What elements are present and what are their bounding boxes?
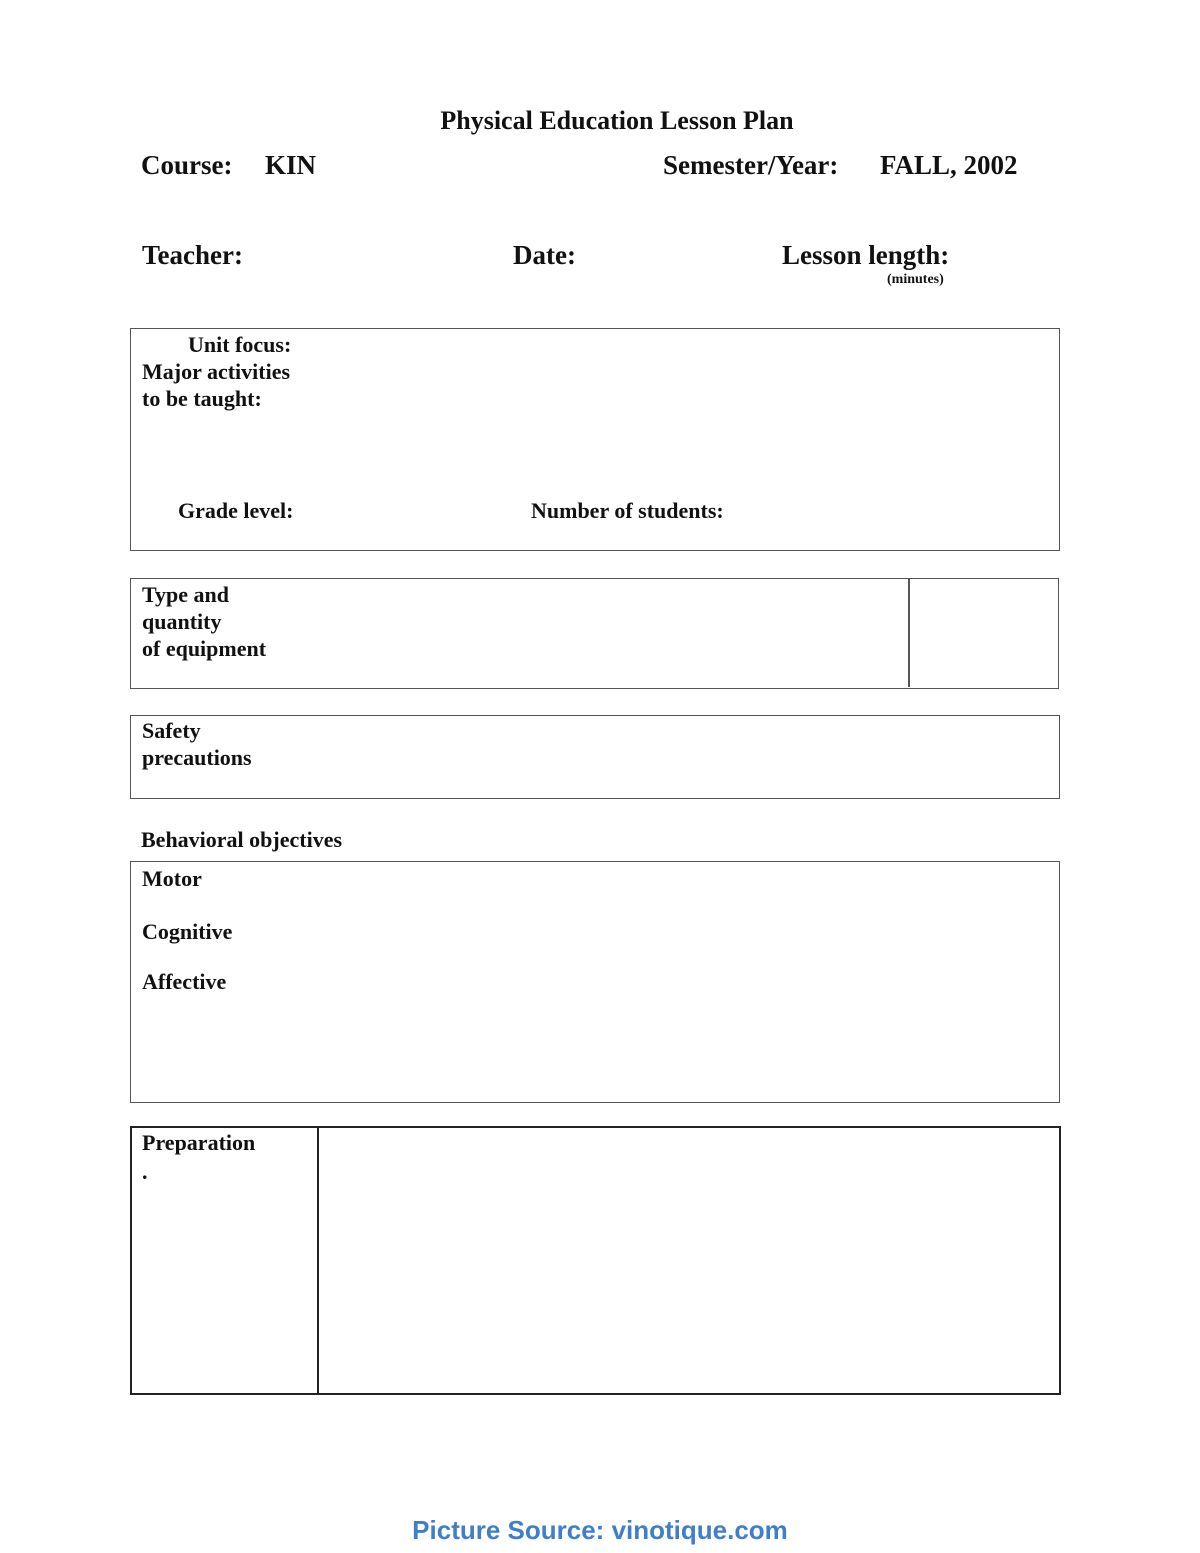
preparation-label: Preparation bbox=[142, 1130, 256, 1155]
major-activities-label-line1: Major activities bbox=[142, 359, 291, 384]
safety-label-line2: precautions bbox=[142, 745, 252, 770]
lesson-length-label: Lesson length: bbox=[782, 240, 950, 270]
preparation-box bbox=[130, 1126, 1061, 1395]
equipment-label-line1: Type and bbox=[142, 582, 230, 607]
safety-label-line1: Safety bbox=[142, 718, 201, 743]
picture-source-caption: Picture Source: vinotique.com bbox=[412, 1515, 788, 1545]
preparation-dot: . bbox=[142, 1159, 148, 1184]
affective-label: Affective bbox=[142, 969, 227, 994]
unit-focus-box bbox=[130, 328, 1060, 551]
equipment-column-divider bbox=[908, 579, 910, 687]
equipment-label-line3: of equipment bbox=[142, 636, 267, 661]
grade-level-label: Grade level: bbox=[178, 498, 294, 523]
page-title: Physical Education Lesson Plan bbox=[440, 106, 794, 135]
behavioral-objectives-heading: Behavioral objectives bbox=[141, 827, 343, 852]
course-label: Course: bbox=[141, 150, 233, 180]
equipment-box bbox=[130, 578, 1059, 689]
semester-value: FALL, 2002 bbox=[880, 150, 1018, 180]
number-of-students-label: Number of students: bbox=[531, 498, 724, 523]
semester-label: Semester/Year: bbox=[663, 150, 839, 180]
objectives-box bbox=[130, 861, 1060, 1103]
lesson-length-unit: (minutes) bbox=[887, 272, 944, 287]
date-label: Date: bbox=[513, 240, 576, 270]
cognitive-label: Cognitive bbox=[142, 919, 233, 944]
course-value: KIN bbox=[265, 150, 317, 180]
preparation-column-divider bbox=[317, 1128, 319, 1393]
safety-box bbox=[130, 715, 1060, 799]
major-activities-label-line2: to be taught: bbox=[142, 386, 262, 411]
motor-label: Motor bbox=[142, 866, 202, 891]
equipment-label-line2: quantity bbox=[142, 609, 222, 634]
teacher-label: Teacher: bbox=[142, 240, 243, 270]
unit-focus-label: Unit focus: bbox=[188, 332, 292, 357]
